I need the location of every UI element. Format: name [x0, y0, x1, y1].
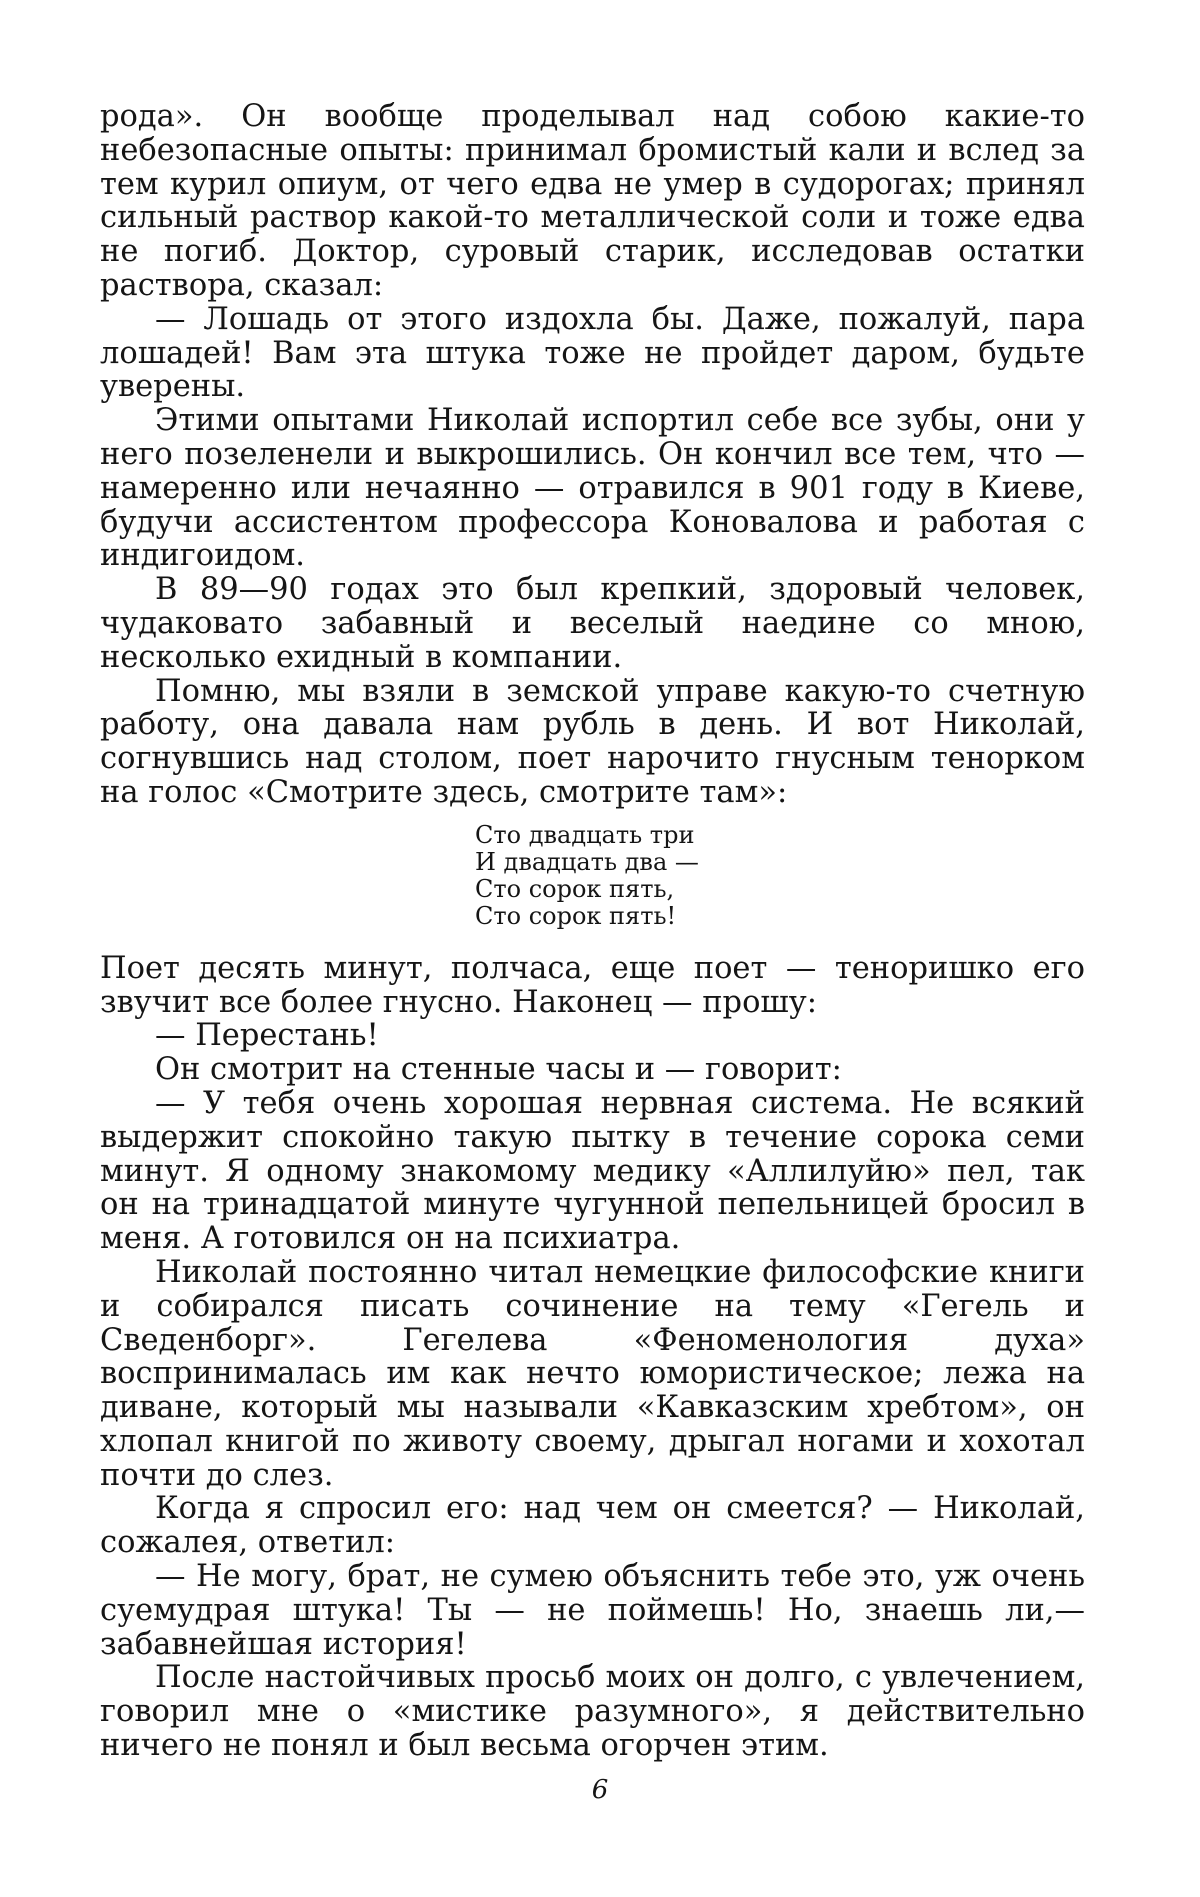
paragraph: — У тебя очень хорошая нервная система. Не всякий выдержит спокойно такую пытку в течение сорока семи минут. Я одному знакомому медику «Аллилуйю» пел, так он на тринадцатой минуте чугунной пепельницей бросил в меня. А готовился он на психиатра.	[100, 1085, 1085, 1257]
page-number: 6	[591, 1775, 609, 1805]
paragraph: Он смотрит на стенные часы и — говорит:	[155, 1052, 842, 1088]
paragraph: — Не могу, брат, не сумею объяснить тебе это, уж очень суемудрая штука! Ты — не поймешь! Но, знаешь ли,— забавнейшая история!	[100, 1559, 1085, 1662]
verse-block	[475, 822, 1085, 930]
paragraph: Помню, мы взяли в земской управе какую-то счетную работу, она давала нам рубль в день. И вот Николай, согнувшись над столом, поет нарочито гнусным тенорком на голос «Смотрите здесь, смотрите там»:	[100, 673, 1085, 810]
verse-line: Сто двадцать три	[475, 820, 695, 849]
paragraph: Поет десять минут, полчаса, еще поет — теноришко его звучит все более гнусно. Наконец — прошу:	[100, 950, 1085, 1020]
paragraph: Когда я спросил его: над чем он смеется? — Николай, сожалея, ответил:	[100, 1491, 1085, 1561]
paragraph: — Перестань!	[155, 1018, 379, 1054]
paragraph: — Лошадь от этого издохла бы. Даже, пожалуй, пара лошадей! Вам эта штука тоже не пройдет даром, будьте уверены.	[100, 301, 1085, 405]
paragraph: Николай постоянно читал немецкие философские книги и собирался писать сочинение на тему «Гегель и Сведенборг». Гегелева «Феноменология духа» воспринималась им как нечто юмористическое; лежа на диване, который мы называли «Кавказским хребтом», он хлопал книгой по животу своему, дрыгал ногами и хохотал почти до слез.	[100, 1254, 1085, 1493]
page-body	[100, 100, 1085, 1763]
paragraph: Этими опытами Николай испортил себе все зубы, они у него позеленели и выкрошились. Он кончил все тем, что — намеренно или нечаянно — отравился в 901 году в Киеве, будучи ассистентом профессора Коновалова и работая с индигоидом.	[100, 403, 1085, 574]
paragraph: В 89—90 годах это был крепкий, здоровый человек, чудаковато забавный и веселый наедине со мною, несколько ехидный в компании.	[100, 572, 1085, 675]
paragraph: После настойчивых просьб моих он долго, с увлечением, говорил мне о «мистике разумного», я действительно ничего не понял и был весьма огорчен этим.	[100, 1660, 1085, 1764]
verse-line: Сто сорок пять,	[475, 874, 675, 903]
verse-line: Сто сорок пять!	[475, 901, 677, 930]
verse-line: И двадцать два —	[475, 847, 699, 876]
paragraph: рода». Он вообще проделывал над собою какие-то небезопасные опыты: принимал бромистый кали и вслед за тем курил опиум, от чего едва не умер в судорогах; принял сильный раствор какой-то металлической соли и тоже едва не погиб. Доктор, суровый старик, исследовав остатки раствора, сказал:	[100, 99, 1085, 303]
